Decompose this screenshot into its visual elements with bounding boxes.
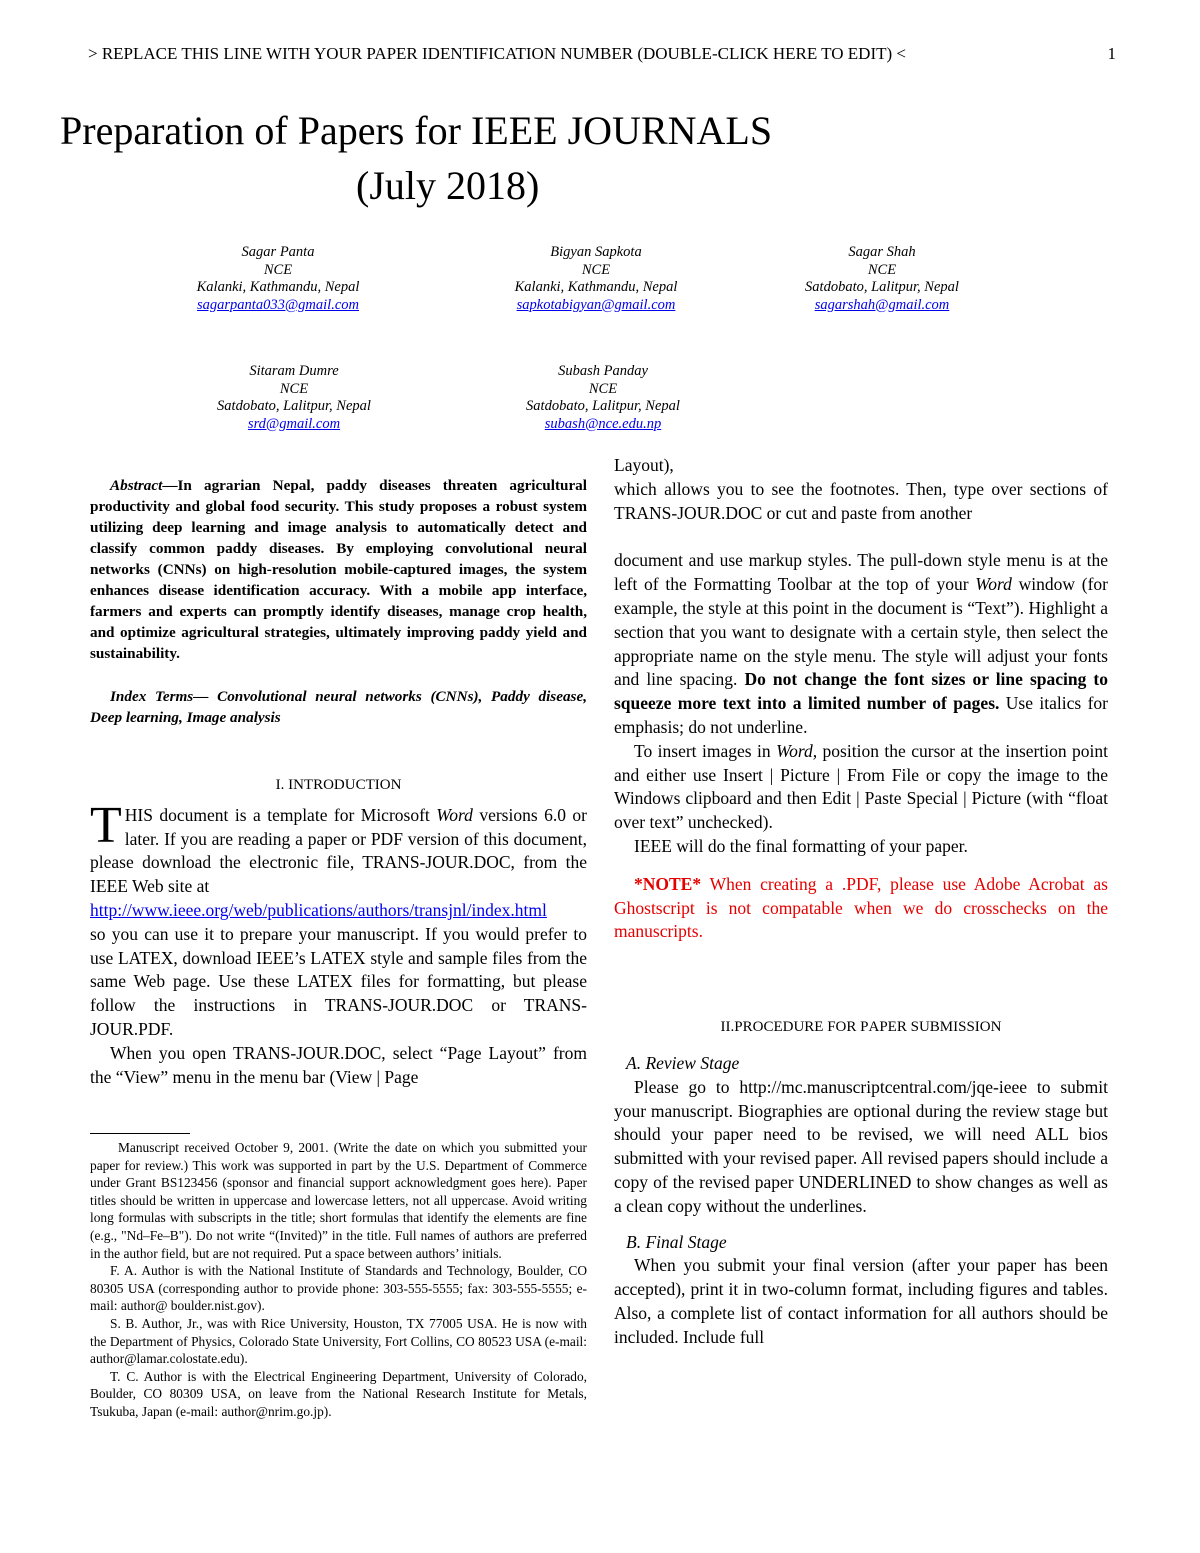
index-terms-text: Convolutional neural networks (CNNs), Paddy disease, Deep learning, Image analysis (90, 688, 587, 726)
styles-text-a: document and use markup styles. The pull-down style menu is at the left of the Formatting Toolbar at the top of your (614, 550, 1108, 595)
section-number: I. I (275, 777, 294, 793)
intro-paragraph-2: When you open TRANS-JOUR.DOC, select “Page Layout” from the “View” menu in the menu bar (View | Page (90, 1042, 587, 1087)
author-block (466, 244, 726, 314)
author-place: Satdobato, Lalitpur, Nepal (217, 398, 371, 414)
section-name: NTRODUCTION (293, 777, 402, 793)
images-text-b: position the cursor at the insertion point and either use Insert | Picture | From File or copy the image to the Windows clipboard and then Edit | Paste Special | Picture (with “float over text” unchecked). (614, 740, 1109, 833)
abstract-text: In agrarian Nepal, paddy diseases threaten agricultural productivity and global food security. This study proposes a robust system utilizing deep learning and image analysis to automatically detect and classify common paddy diseases. By employing convolutional neural networks (CNNs) on high-resolution mobile-captured images, the system enhances disease identification accuracy. With a mobile app interface, farmers and experts can promptly identify diseases, manage crop health, and optimize agricultural strategies, ultimately improving paddy yield and sustainability. (90, 477, 587, 662)
final-paragraph: When you submit your final version (after your paper has been accepted), print it in two-column format, including figures and tables. Also, a complete list of contact information for all authors should be included. Include full (614, 1255, 1108, 1347)
section-name-part: ROCEDURE FOR (742, 1019, 861, 1036)
title-line1-smallcaps: OURNALS (583, 108, 773, 153)
formatting-paragraph: IEEE will do the final formatting of your paper. (634, 835, 968, 856)
author-place: Satdobato, Lalitpur, Nepal (526, 398, 680, 414)
paragraph-continuation-b: which allows you to see the footnotes. Then, type over sections of TRANS-JOUR.DOC or cut and paste from another (614, 478, 1108, 523)
ieee-template-link[interactable]: http://www.ieee.org/web/publications/authors/transjnl/index.html (90, 899, 547, 920)
abstract-label: Abstract (110, 477, 163, 494)
author-email-link[interactable]: sapkotabigyan@gmail.com (516, 296, 676, 313)
author-name: Sagar Panta (241, 244, 315, 260)
author-email-link[interactable]: srd@gmail.com (247, 415, 341, 432)
author-org: NCE (588, 380, 618, 397)
running-header (88, 44, 1116, 64)
author-name: Sagar Shah (848, 244, 916, 260)
subsection-heading-final: B. Final Stage (626, 1231, 727, 1252)
author-block (752, 244, 1012, 314)
page-number: 1 (1107, 44, 1116, 63)
footnote-author-3: T. C. Author is with the Electrical Engineering Department, University of Colorado, Boulder, CO 80309 USA, on leave from the National Research Institute for Metals, Tsukuba, Japan (e-mail: author@nrim.go.jp). (90, 1368, 587, 1419)
index-terms-dash: — (193, 688, 209, 705)
author-name: Sitaram Dumre (249, 363, 339, 379)
author-org: NCE (279, 380, 309, 397)
author-place: Satdobato, Lalitpur, Nepal (805, 279, 959, 295)
author-place: Kalanki, Kathmandu, Nepal (196, 279, 360, 295)
intro-text-b: versions 6.0 or later. If you are reading a paper or PDF version of this document, please download the electronic file, TRANS-JOUR.DOC, from the IEEE Web site at (90, 804, 588, 897)
author-org: NCE (263, 261, 293, 278)
images-word: Word, (776, 740, 818, 761)
author-org: NCE (581, 261, 611, 278)
author-email-link[interactable]: sagarshah@gmail.com (814, 296, 950, 313)
footnote-rule (90, 1133, 190, 1134)
author-email-link[interactable]: subash@nce.edu.np (544, 415, 662, 432)
abstract-dash: — (162, 477, 178, 494)
section-number: II. (720, 1019, 735, 1036)
note-text: When creating a .PDF, please use Adobe Acrobat as Ghostscript is not compatable when we do crosschecks on the manuscripts. (614, 873, 1108, 942)
images-text-a: To insert images in (634, 740, 777, 761)
intro-text-c: so you can use it to prepare your manuscript. If you would prefer to use LATEX, download IEEE’s LATEX style and sample files from the same Web page. Use these LATEX files for formatting, but please follow the instructions in TRANS-JOUR.DOC or TRANS-JOUR.PDF. (90, 923, 587, 1039)
author-org: NCE (867, 261, 897, 278)
author-block (164, 363, 424, 433)
left-column (90, 475, 587, 1089)
styles-text-c: Use italics for emphasis; do not underline. (614, 693, 1108, 737)
section-name-part: P (860, 1019, 869, 1036)
drop-cap: T (90, 796, 122, 854)
subsection-heading-review: A. Review Stage (626, 1052, 740, 1073)
paper-title (60, 103, 960, 213)
section-name-part: S (910, 1019, 919, 1036)
section-heading-introduction (90, 774, 587, 798)
author-block (148, 244, 408, 314)
section-name-part: P (734, 1019, 743, 1036)
styles-text-b: window (for example, the style at this point in the document is “Text”). Highlight a section that you want to designate with a certain style, then select the appropriate name on the style menu. The style will adjust your fonts and line spacing. (614, 574, 1109, 690)
images-paragraph (614, 740, 1108, 835)
footnote-author-1: F. A. Author is with the National Institute of Standards and Technology, Boulder, CO 80305 USA (corresponding author to provide phone: 303-555-5555; fax: 303-555-5555; e-mail: author@ boulder.nist.gov). (90, 1263, 587, 1314)
title-line2: (July 2018) (356, 163, 540, 208)
intro-word: Word (436, 804, 473, 825)
footnote-manuscript: Manuscript received October 9, 2001. (Write the date on which you submitted your paper for review.) This work was supported in part by the U.S. Department of Commerce under Grant BS123456 (sponsor and financial support acknowledgment goes here). Paper titles should be written in uppercase and lowercase letters, not all uppercase. Avoid writing long formulas with subscripts in the title; short formulas that identify the elements are fine (e.g., "Nd–Fe–B"). Do not write “(Invited)” in the title. Full names of authors are preferred in the author field, but are not required. Put a space between authors’ initials. (90, 1140, 587, 1261)
note-paragraph (614, 873, 1108, 944)
styles-word: Word (975, 574, 1012, 595)
note-label: *NOTE* (634, 873, 702, 894)
author-name: Bigyan Sapkota (550, 244, 642, 260)
header-text: > REPLACE THIS LINE WITH YOUR PAPER IDENTIFICATION NUMBER (DOUBLE-CLICK HERE TO EDIT) < (88, 44, 906, 63)
abstract (90, 475, 587, 664)
intro-paragraph-1 (90, 796, 588, 899)
author-email-link[interactable]: sagarpanta033@gmail.com (197, 296, 359, 313)
section-name-part: APER (868, 1019, 911, 1036)
right-column (614, 454, 1108, 1350)
index-terms (90, 686, 587, 728)
title-line1: Preparation of Papers for IEEE J (60, 108, 584, 153)
paragraph-continuation-a: Layout), (614, 455, 674, 475)
styles-paragraph (614, 549, 1108, 739)
review-paragraph: Please go to http://mc.manuscriptcentral.com/jqe-ieee to submit your manuscript. Biographies are optional during the review stage but should your paper need to be revised, we will need ALL bios submitted with your revised paper. All revised papers should include a copy of the revised paper UNDERLINED to show changes as well as a clean copy without the underlines. (614, 1076, 1108, 1216)
styles-bold-warning: Do not change the font sizes or line spacing to squeeze more text into a limited number of pages. (614, 669, 1108, 714)
intro-text-a: HIS document is a template for Microsoft (124, 804, 437, 825)
index-terms-label: Index Terms (110, 688, 194, 705)
section-name-part: UBMISSION (918, 1019, 1002, 1036)
author-name: Subash Panday (558, 363, 648, 379)
link-line (90, 899, 587, 923)
author-block (473, 363, 733, 433)
footnote-author-2: S. B. Author, Jr., was with Rice University, Houston, TX 77005 USA. He is now with the Department of Physics, Colorado State University, Fort Collins, CO 80523 USA (e-mail: author@lamar.colostate.edu). (90, 1315, 587, 1367)
author-place: Kalanki, Kathmandu, Nepal (514, 279, 678, 295)
section-heading-procedure (614, 1016, 1108, 1040)
footnotes (90, 1139, 587, 1421)
